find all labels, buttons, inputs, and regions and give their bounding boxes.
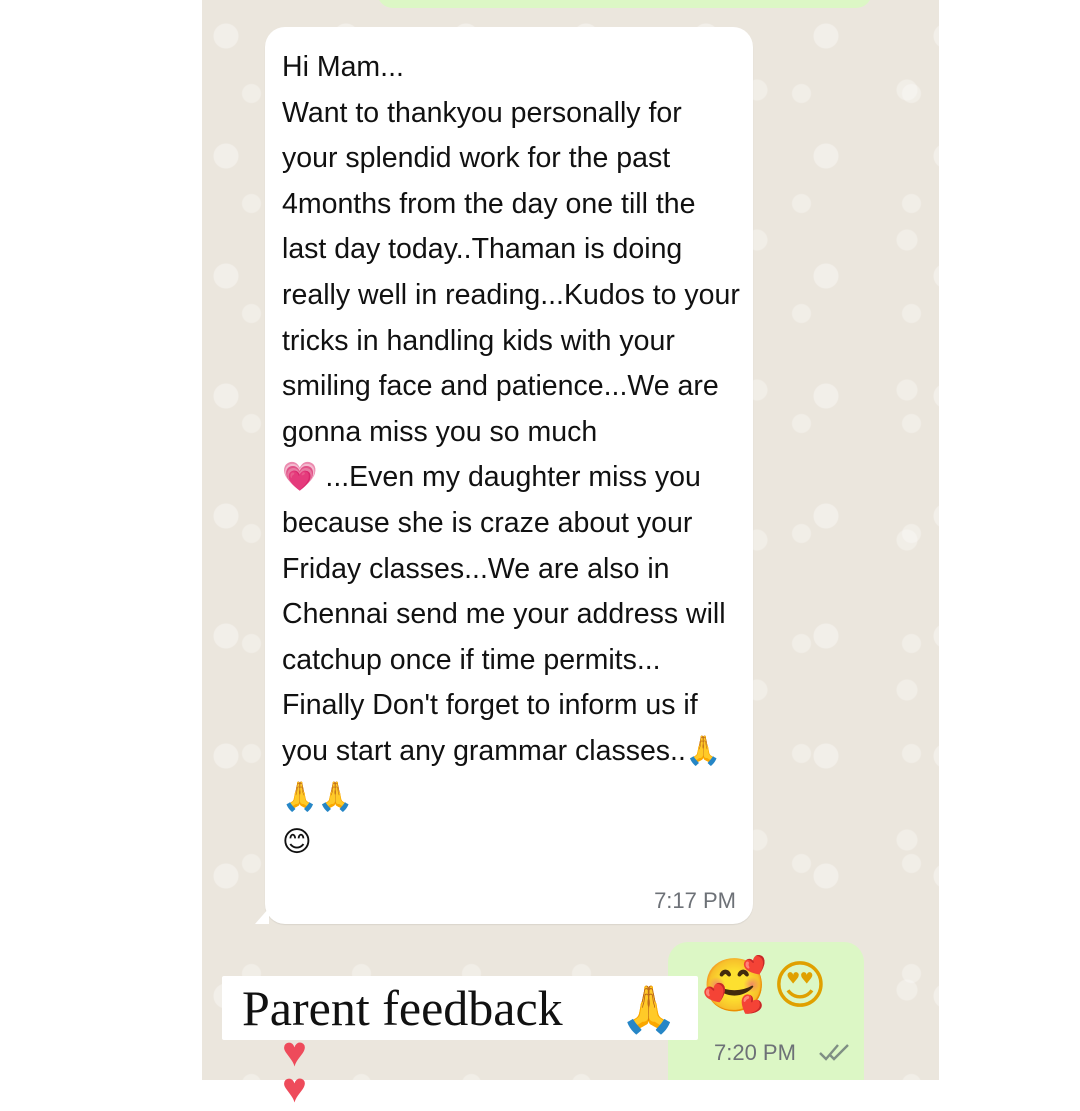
previous-outgoing-message-bubble[interactable] xyxy=(377,0,872,8)
praying-hands-icon: 🙏 xyxy=(620,983,678,1035)
outgoing-emoji-text: 🥰😍 xyxy=(702,957,833,1015)
incoming-message-bubble[interactable] xyxy=(265,27,753,924)
heart-icon: ♥ xyxy=(282,1028,307,1075)
incoming-message-time: 7:17 PM xyxy=(654,888,736,913)
heart-icon: ♥ xyxy=(282,1064,307,1111)
incoming-message-text: Hi Mam... Want to thankyou personally for your splendid work for the past 4months from the day one till the last day today..Thaman is doing really well in reading...Kudos to your tricks in handling kids with your smiling face and patience...We are gonna miss you so much 💗 ...Even my daughter miss you because she is craze about your Friday classes...We are also in Chennai send me your address will catchup once if time permits... Finally Don't forget to inform us if you start any grammar classes..🙏🙏🙏 😊 xyxy=(282,51,740,859)
outgoing-message-time: 7:20 PM xyxy=(714,1040,796,1065)
caption-text: Parent feedback xyxy=(242,980,563,1036)
double-check-icon xyxy=(818,1042,852,1062)
